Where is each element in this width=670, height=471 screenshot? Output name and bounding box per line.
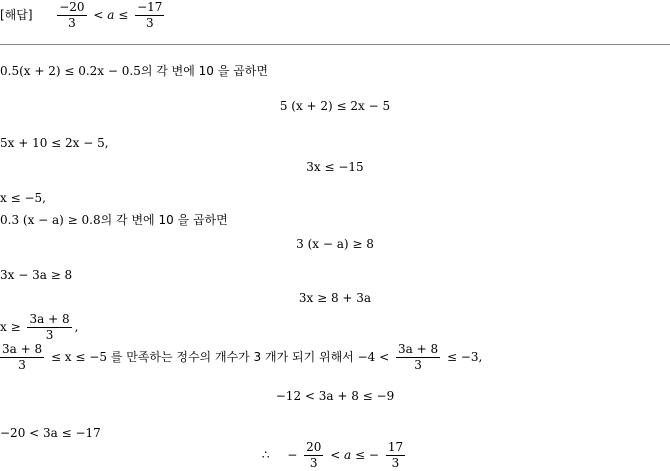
solution-line-10: x ≥ $\frac{3a + 8}{3}$ , bbox=[0, 312, 79, 342]
solution-line-8: 3x − 3a ≥ 8 bbox=[0, 268, 73, 282]
fraction: $\frac{17}{3}$ bbox=[387, 440, 404, 470]
solution-line-1: 0.5(x + 2) ≤ 0.2x − 0.5의 각 변에 10 을 곱하면 bbox=[0, 64, 268, 78]
answer-right-fraction: $\frac{-17}{3}$ bbox=[137, 0, 163, 30]
solution-line-9: 3x ≥ 8 + 3a bbox=[298, 291, 372, 305]
solution-line-5: x ≤ −5, bbox=[0, 191, 46, 205]
solution-line-6: 0.3 (x − a) ≥ 0.8의 각 변에 10 을 곱하면 bbox=[0, 213, 228, 227]
solution-line-14: ∴ − $\frac{20}{3}$ < a ≤ − $\frac{17}{3}$ bbox=[261, 440, 404, 470]
answer-label: [해답] bbox=[0, 8, 33, 22]
fraction: $\frac{20}{3}$ bbox=[306, 440, 322, 470]
fraction: $\frac{3a + 8}{3}$ bbox=[398, 342, 439, 372]
solution-line-7: 3 (x − a) ≥ 8 bbox=[296, 237, 374, 251]
solution-line-12: −12 < 3a + 8 ≤ −9 bbox=[275, 389, 395, 403]
solution-line-4: 3x ≤ −15 bbox=[306, 160, 364, 174]
answer-header bbox=[0, 0, 167, 31]
solution-line-13: −20 < 3a ≤ −17 bbox=[0, 426, 101, 440]
fraction: $\frac{3a + 8}{3}$ bbox=[29, 312, 70, 342]
divider bbox=[0, 44, 670, 45]
solution-line-2: 5 (x + 2) ≤ 2x − 5 bbox=[279, 99, 391, 113]
answer-left-fraction: $\frac{-20}{3}$ bbox=[59, 0, 85, 30]
answer-middle: < a ≤ bbox=[93, 8, 129, 22]
fraction: $\frac{3a + 8}{3}$ bbox=[2, 342, 43, 372]
solution-line-3: 5x + 10 ≤ 2x − 5, bbox=[0, 136, 109, 150]
solution-line-11: $\frac{3a + 8}{3}$ ≤ x ≤ −5 를 만족하는 정수의 개수가 3 개가 되기 위해서 −4 < $\frac{3a + 8}{3}$ ≤ −3, bbox=[2, 342, 483, 372]
